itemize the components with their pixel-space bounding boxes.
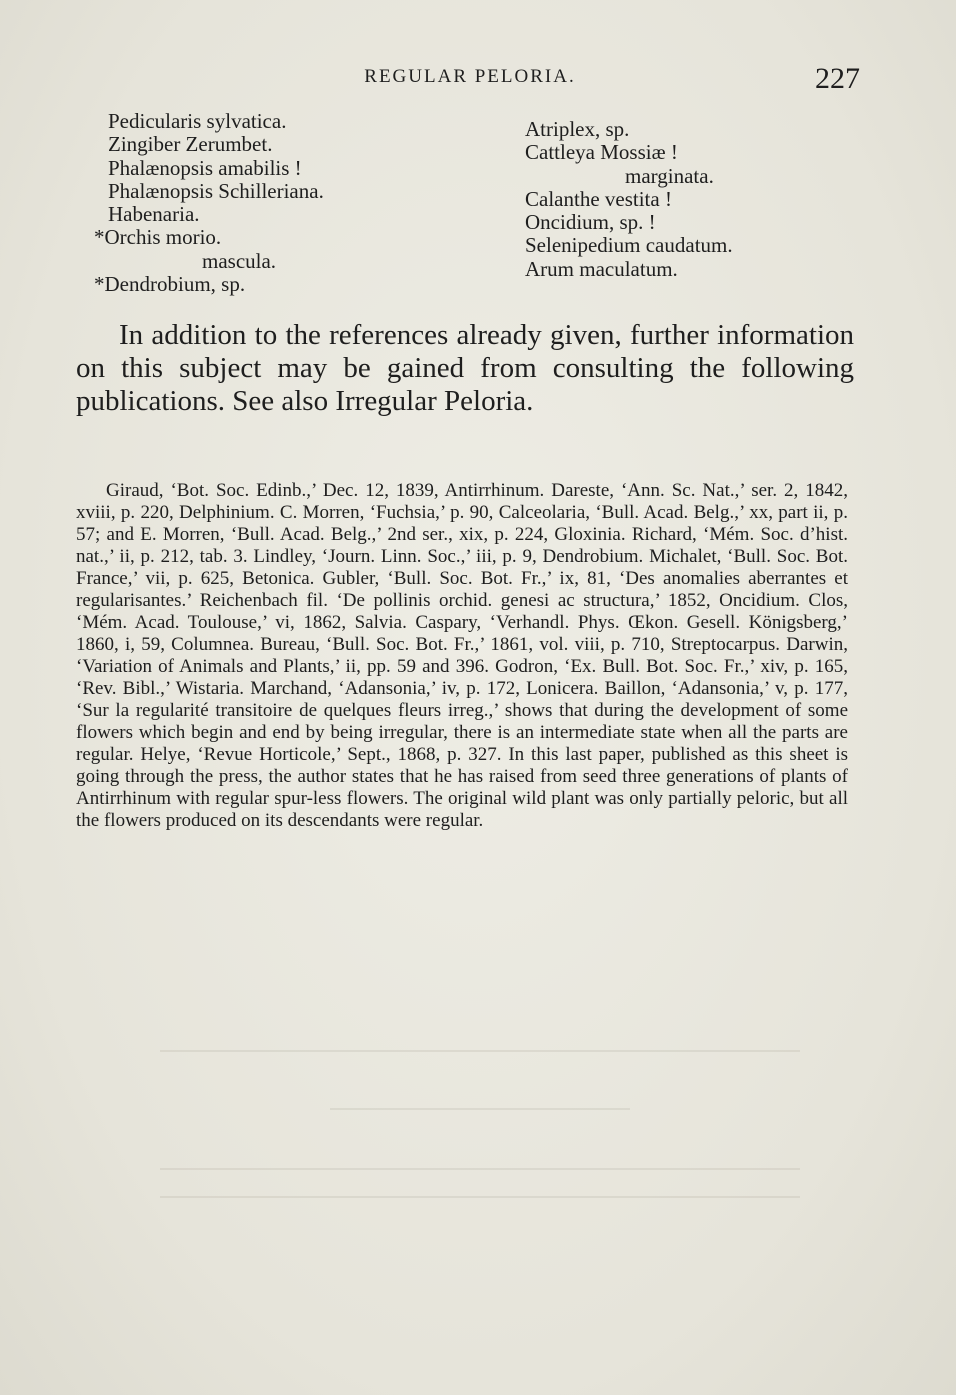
references-paragraph: Giraud, ‘Bot. Soc. Edinb.,’ Dec. 12, 1839, Antirrhinum. Dareste, ‘Ann. Sc. Nat.,’ ser. 2, 1842, xviii, p. 220, Delphinium. C. Morren, ‘Fuchsia,’ p. 90, Calceolaria, ‘Bull. Acad. Belg.,’ xx, part ii, p. 57; and E. Morren, ‘Bull. Acad. Belg.,’ 2nd ser., xix, p. 224, Gloxinia. Richard, ‘Mém. Soc. d’hist. nat.,’ ii, p. 212, tab. 3. Lindley, ‘Journ. Linn. Soc.,’ iii, p. 9, Dendrobium. Michalet, ‘Bull. Soc. Bot. France,’ vii, p. 625, Betonica. Gubler, ‘Bull. Soc. Bot. Fr.,’ ix, 81, ‘Des anomalies aberrantes et regularisantes.’ Reichenbach fil. ‘De pollinis orchid. genesi ac structura,’ 1852, Oncidium. Clos, ‘Mém. Acad. Toulouse,’ vi, 1862, Salvia. Caspary, ‘Verhandl. Phys. Œkon. Gesell. Königsberg,’ 1860, i, 59, Columnea. Bureau, ‘Bull. Soc. Bot. Fr.,’ 1861, vol. viii, p. 710, Streptocarpus. Darwin, ‘Variation of Animals and Plants,’ ii, pp. 59 and 396. Godron, ‘Ex. Bull. Bot. Soc. Fr.,’ xiv, p. 165, ‘Rev. Bibl.,’ Wistaria. Marchand, ‘Adansonia,’ iv, p. 172, Lonicera. Baillon, ‘Adansonia,’ v, p. 177, ‘Sur la regularité transitoire de quelques fleurs irreg.,’ shows that during the development of some flowers which begin and end by being irregular, there is an intermediate state when all the parts are regular. Helye, ‘Revue Horticole,’ Sept., 1868, p. 327. In this last paper, published as this sheet is going through the press, the author states that he has raised from seed three generations of plants of Antirrhinum with regular spur-less flowers. The original wild plant was only partially peloric, but all the flowers produced on its descendants were regular. [76,480,848,831]
list-item: *Orchis morio. [94,225,222,250]
list-item: Cattleya Mossiæ ! [525,140,678,165]
intro-paragraph: In addition to the references already given, further information on this subject may be gained from consulting the following publications. See also Irregular Peloria. [76,319,854,417]
list-item: Calanthe vestita ! [525,186,672,211]
list-item: Phalænopsis Schilleriana. [108,178,324,203]
page-header [80,62,860,96]
list-item: marginata. [625,163,714,188]
list-item: Habenaria. [108,202,200,227]
list-item: *Dendrobium, sp. [94,272,246,297]
list-item: Phalænopsis amabilis ! [108,155,302,180]
show-through-line [160,1196,800,1198]
show-through-line [160,1168,800,1170]
list-item: Zingiber Zerumbet. [108,132,273,157]
list-item: mascula. [202,248,277,273]
species-list-left [94,109,438,297]
running-head: REGULAR PELORIA. [364,66,576,87]
page-number: 227 [815,62,860,95]
show-through-line [160,1050,800,1052]
list-item: Oncidium, sp. ! [525,210,656,235]
list-item: Atriplex, sp. [525,117,630,141]
list-item: Arum maculatum. [525,256,678,281]
show-through-line [330,1108,630,1110]
species-list-right [525,118,855,281]
list-item: Selenipedium caudatum. [525,233,733,258]
list-item: Pedicularis sylvatica. [108,109,287,133]
